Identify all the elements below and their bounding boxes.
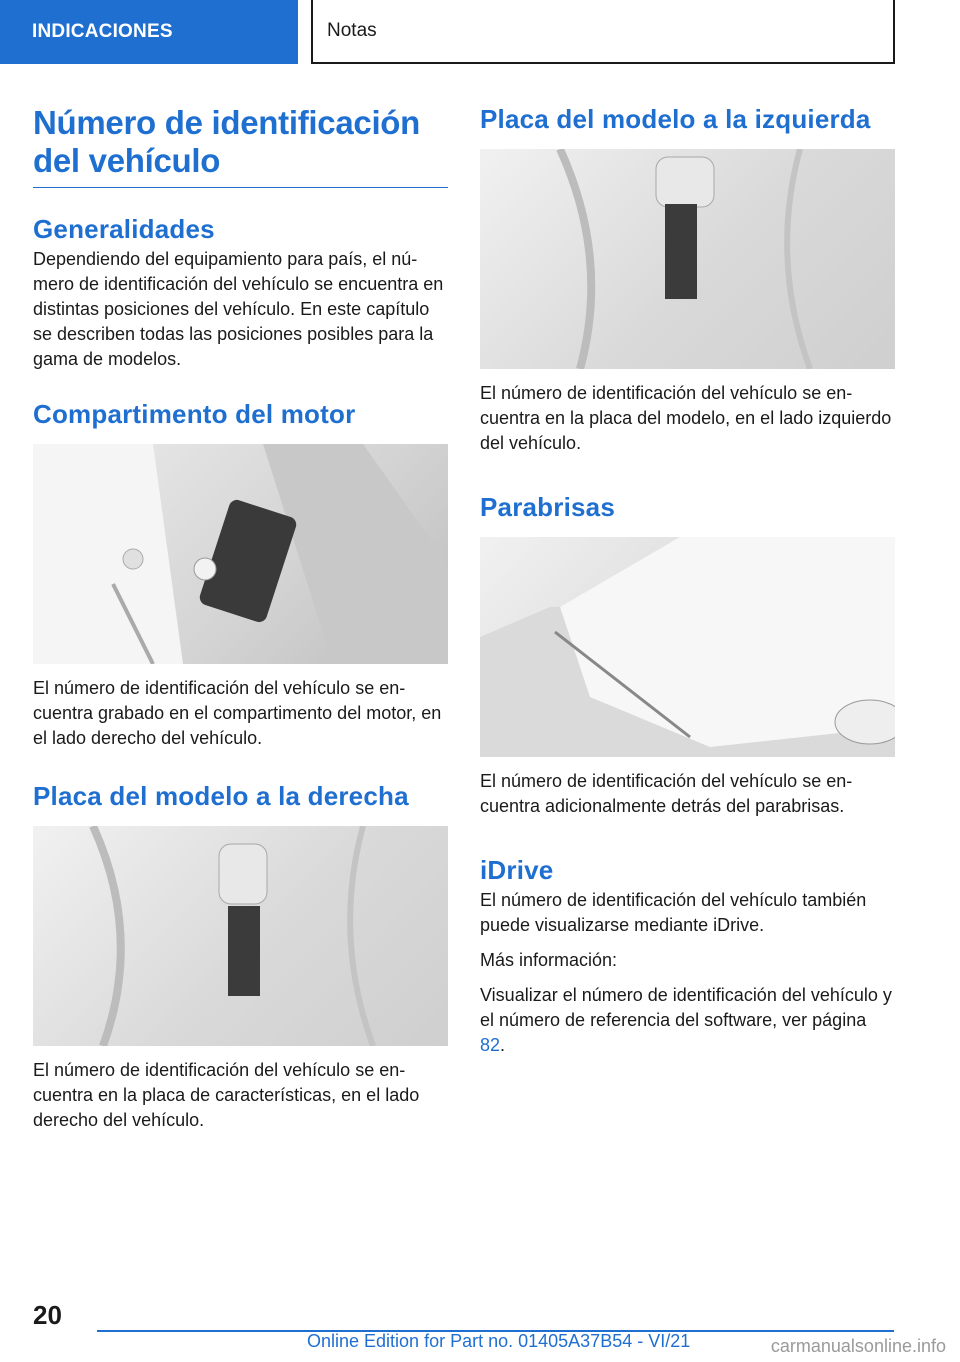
text-parabrisas: El número de identificación del vehículo se encuentra adicionalmente detrás del parabrisas.: [480, 771, 853, 816]
text-izquierda: El número de identificación del vehículo se encuentra en la placa del modelo, en el lado izquierdo del vehículo.: [480, 383, 892, 453]
right-model-plate-image: [33, 826, 448, 1046]
windshield-image: [480, 537, 895, 757]
right-column: [480, 104, 895, 1058]
left-column: [33, 104, 448, 1133]
text-derecha: El número de identificación del vehículo se encuentra en la placa de características, en el lado derecho del vehículo.: [33, 1060, 420, 1130]
section-tab-label: INDICACIONES: [32, 21, 173, 42]
heading-izquierda: Placa del modelo a la izquierda: [480, 104, 871, 134]
edition-text: Online Edition for Part no. 01405A37B54 - VI/21: [307, 1331, 691, 1351]
page-title: Número de identificación del vehículo: [33, 104, 448, 188]
heading-generalidades: Generalidades: [33, 214, 215, 244]
heading-derecha: Placa del modelo a la derecha: [33, 781, 409, 811]
notes-label: Notas: [327, 20, 377, 41]
watermark: carmanualsonline.info: [770, 1336, 946, 1356]
page-number: 20: [33, 1300, 62, 1330]
more-info-end: .: [500, 1035, 506, 1055]
text-idrive: El número de identificación del vehículo también puede visualizarse mediante iDrive.: [480, 890, 867, 935]
section-tab: [0, 0, 298, 64]
heading-motor: Compartimento del motor: [33, 399, 356, 429]
heading-idrive: iDrive: [480, 855, 554, 885]
heading-parabrisas: Parabrisas: [480, 492, 615, 522]
more-info-text: [480, 983, 895, 1058]
page-link[interactable]: 82: [480, 1035, 501, 1055]
text-motor: El número de identificación del vehículo se encuentra grabado en el compartimento del motor, en el lado derecho del vehículo.: [33, 678, 442, 748]
engine-bay-image: [33, 444, 448, 664]
notes-box: [311, 0, 895, 64]
left-model-plate-image: [480, 149, 895, 369]
more-info-body: Visualizar el número de identificación del vehículo y el número de referencia del software, ver página: [480, 985, 892, 1030]
more-info-label: Más información:: [480, 950, 618, 970]
text-generalidades: Dependiendo del equipamiento para país, el número de identificación del vehículo se encuentra en distintas posiciones del vehículo. En este capítulo se describen todas las posiciones posibles para la gama de modelos.: [33, 249, 444, 369]
